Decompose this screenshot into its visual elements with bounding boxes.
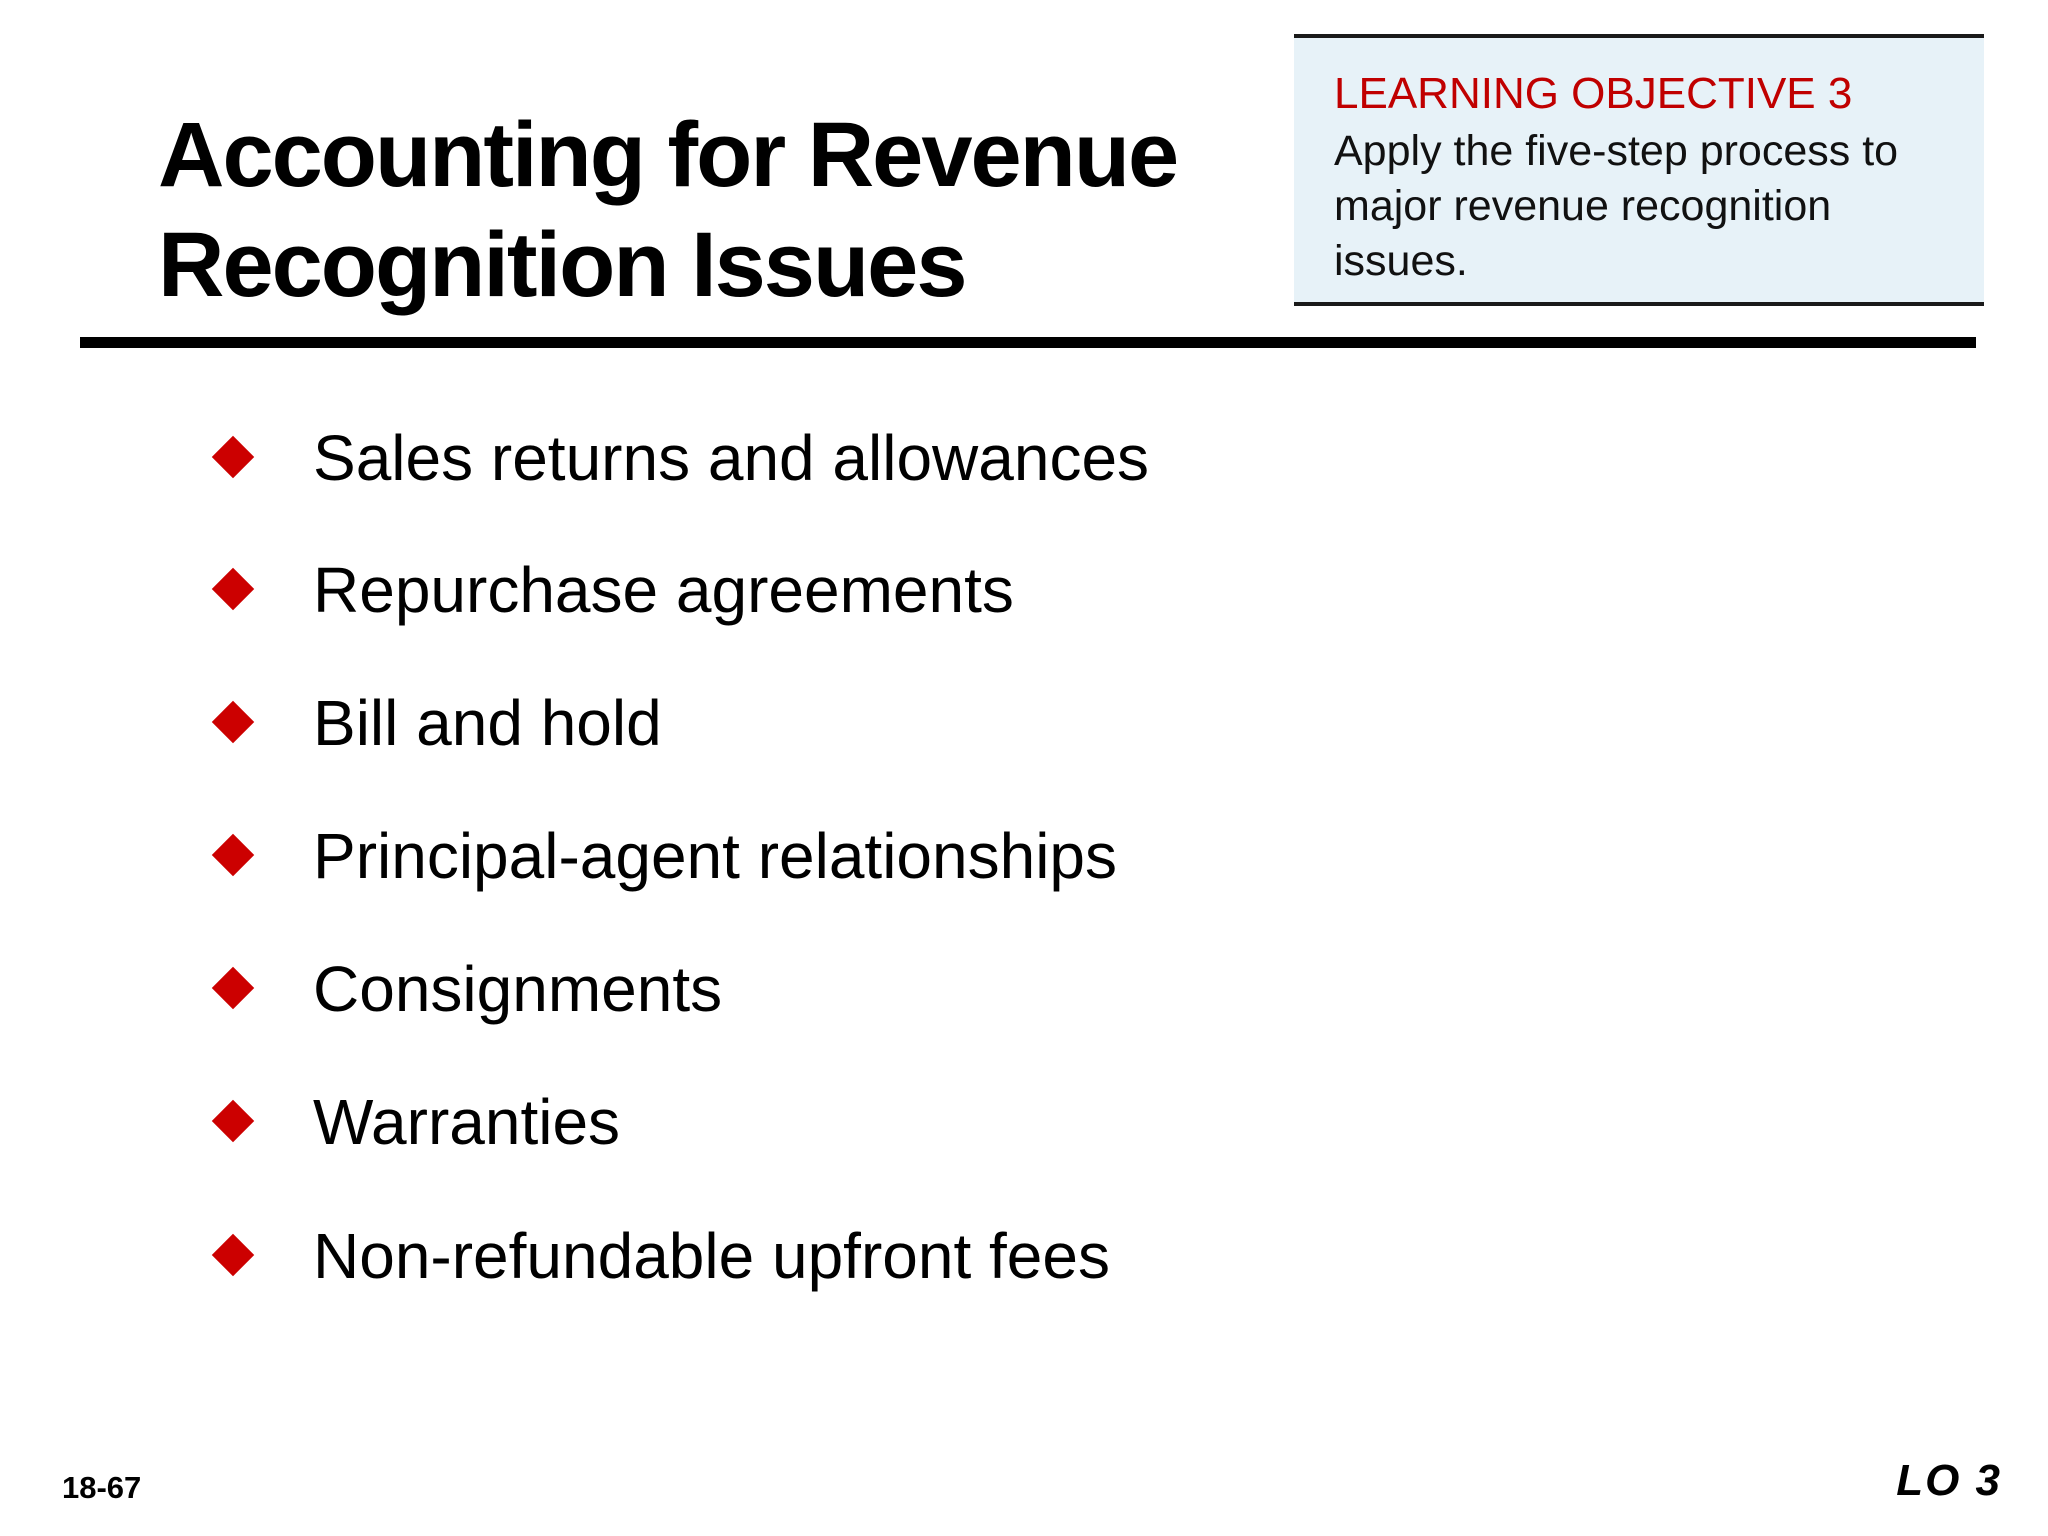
list-item [210, 1084, 1610, 1164]
list-item [210, 951, 1610, 1031]
slide-title [158, 100, 1238, 320]
list-item-text: Repurchase agreements [313, 554, 1014, 626]
diamond-bullet-icon [212, 834, 254, 876]
learning-objective-heading: LEARNING OBJECTIVE 3 [1334, 69, 1853, 118]
list-item [210, 818, 1610, 898]
list-item-text: Principal-agent relationships [313, 820, 1117, 892]
diamond-bullet-icon [212, 967, 254, 1009]
learning-objective-text-line: major revenue recognition [1334, 182, 1832, 230]
list-item-text: Non-refundable upfront fees [313, 1220, 1110, 1292]
slide-title-line-1: Accounting for Revenue [158, 104, 1178, 206]
diamond-bullet-icon [212, 1100, 254, 1142]
list-item-text: Consignments [313, 953, 723, 1025]
diamond-bullet-icon [212, 701, 254, 743]
learning-objective-tag: LO 3 [1896, 1456, 2002, 1505]
diamond-bullet-icon [212, 1234, 254, 1276]
list-item-text: Sales returns and allowances [313, 422, 1150, 494]
slide-title-line-2: Recognition Issues [158, 214, 966, 316]
list-item [210, 552, 1610, 632]
learning-objective-text [1334, 124, 1974, 289]
list-item-text: Bill and hold [313, 687, 662, 759]
page-number: 18-67 [62, 1470, 142, 1505]
learning-objective-text-line: issues. [1334, 237, 1468, 285]
diamond-bullet-icon [212, 568, 254, 610]
learning-objective-text-line: Apply the five-step process to [1334, 127, 1899, 175]
list-item [210, 685, 1610, 765]
learning-objective-box [1294, 34, 1984, 306]
list-item [210, 420, 1610, 500]
title-divider [80, 337, 1976, 348]
list-item [210, 1218, 1610, 1298]
diamond-bullet-icon [212, 436, 254, 478]
list-item-text: Warranties [313, 1086, 621, 1158]
